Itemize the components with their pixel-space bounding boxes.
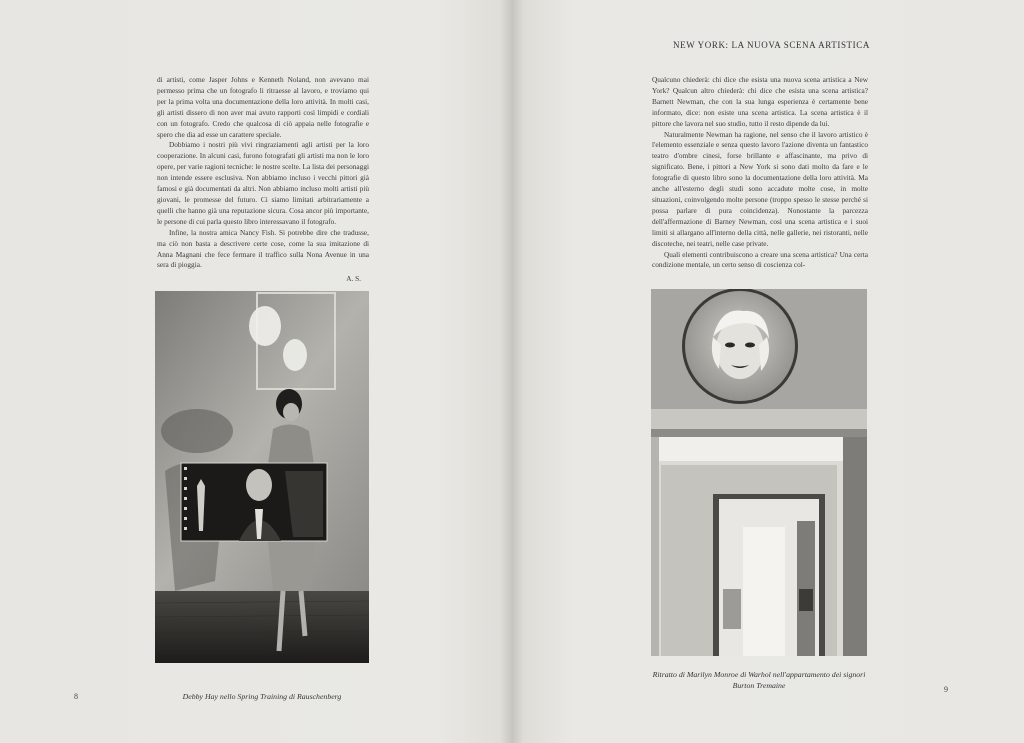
book-gutter [500,0,524,743]
right-paragraph-1: Qualcuno chiederà: chi dice che esista una nuova scena artistica a New York? Qualcun altro chiederà: chi dice che esista una scena artistica? Barnett Newman, che con la sua lunga esperienza è certamente bene informato, dice: non esiste una scena artistica. La scena artistica è il pittore che lavora nel suo studio, tutto il resto dipende da lui. [652,75,868,128]
left-paragraph-1: di artisti, come Jasper Johns e Kenneth Noland, non avevano mai permesso prima che un fotografo li ritraesse al lavoro, e troviamo qui per la prima volta una documentazione della loro attività. In molti casi, gli artisti dissero di non aver mai avuto rapporti così limpidi e cordiali con un fotografo. Credo che qualcosa di ciò appaia nelle fotografie e spero che dia ad esse un carattere speciale. [157,75,369,139]
woman-banner-illustration [155,291,369,663]
left-text-column [157,75,369,285]
right-page-number: 9 [944,685,948,694]
left-caption: Debby Hay nello Spring Training di Rauschenberg [182,692,342,701]
left-paragraph-2: Dobbiamo i nostri più vivi ringraziamenti agli artisti per la loro cooperazione. In alcuni casi, furono fotografati gli artisti ma non le loro opere, per varie ragioni tecniche: le nostre scelte. La lista dei personaggi non intende essere esclusiva. Non abbiamo incluso i vecchi pittori già famosi e già documentati da altri. Non abbiamo incluso molti artisti più giovani, le promesse del futuro. Ci siamo limitati arbitrariamente a quelli che hanno già una reputazione sicura. Cosa ancor più importante, le persone di cui parla questo libro interessavano il fotografo. [157,140,369,226]
signature: A. S. [346,274,361,284]
right-text-column [652,75,868,271]
left-paragraph-3: Infine, la nostra amica Nancy Fish. Si potrebbe dire che tradusse, ma ciò non basta a descrivere certe cose, come la sua imitazione di Anna Magnani che fece fermare il traffico sulla Nona Avenue in una sera di pioggia. [157,227,369,270]
running-head: NEW YORK: LA NUOVA SCENA ARTISTICA [673,40,870,50]
right-paragraph-2: Naturalmente Newman ha ragione, nel senso che il lavoro artistico è l'elemento essenziale e senza questo lavoro l'azione diventa un fantastico teatro d'ombre cinesi, forse brillante e affascinante, ma privo di significato. Bene, i pittori a New York si sono dati molto da fare e le fotografie di questo libro sono la documentazione della loro attività. Ma anche all'esterno degli studi sono accadute molte cose, in molte situazioni, coinvolgendo molte persone (troppo spesso le stesse perché si possa parlare di pura coincidenza). Nonostante la parcezza dell'affermazione di Barney Newman, così una scena artistica e i suoi limiti si allargano all'interno della città, nelle gallerie, nei ristoranti, nelle discoteche, nei teatri, nelle case private. [652,129,868,248]
right-caption: Ritratto di Marilyn Monroe di Warhol nell'appartamento dei signori Burton Tremaine [652,670,866,690]
photo-woman-holding-banner [155,291,369,663]
photo-marilyn-portrait-doorway [651,289,867,656]
marilyn-doorway-illustration [651,289,867,656]
right-paragraph-3: Quali elementi contribuiscono a creare una scena artistica? Una certa condizione mentale, un certo senso di coscienza col- [652,249,868,270]
left-page-number: 8 [74,692,78,701]
